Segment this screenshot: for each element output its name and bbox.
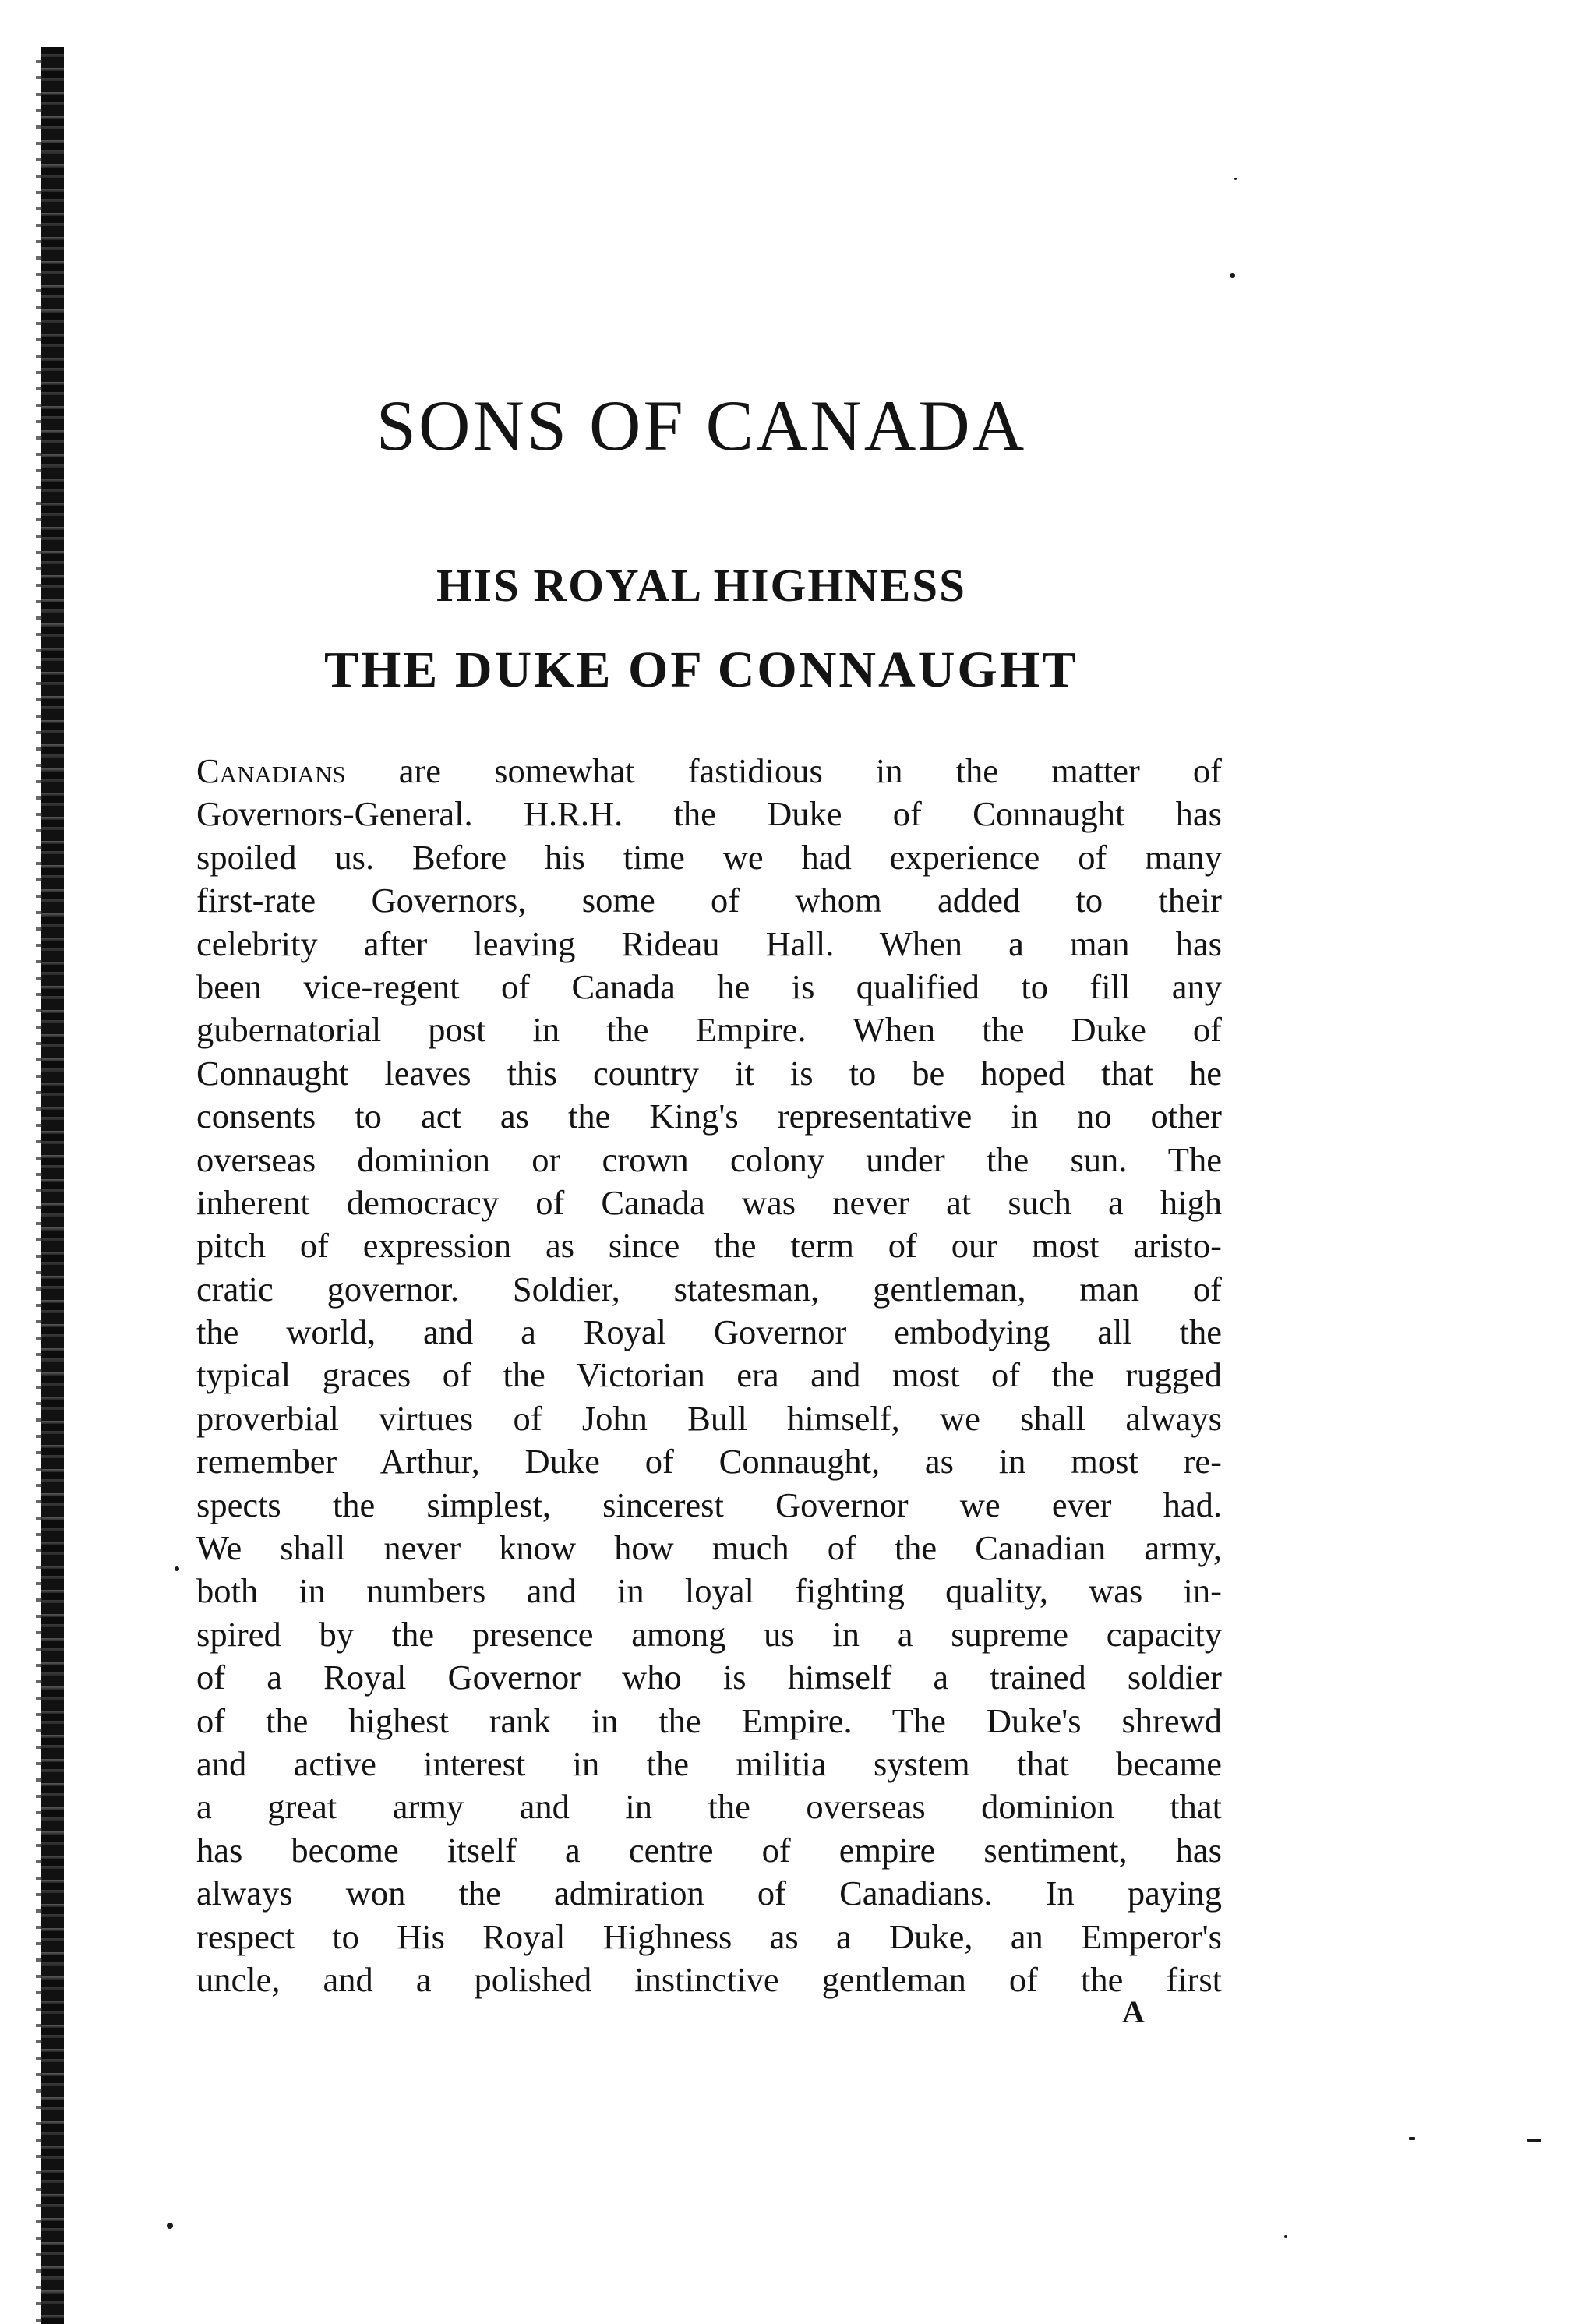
chapter-subtitle-line2: THE DUKE OF CONNAUGHT	[323, 641, 1079, 698]
body-line: been vice-regent of Canada he is qualified to fill any	[196, 966, 1222, 1006]
body-line: overseas dominion or crown colony under the sun. The	[196, 1139, 1222, 1179]
body-line: the world, and a Royal Governor embodying all the	[196, 1312, 1222, 1352]
scan-speck	[1230, 273, 1235, 278]
body-line: uncle, and a polished instinctive gentleman of the first	[196, 1959, 1222, 1999]
body-line: cratic governor. Soldier, statesman, gentleman, man of	[196, 1269, 1222, 1309]
body-paragraph	[196, 750, 1222, 2001]
body-line: spired by the presence among us in a supreme capacity	[196, 1614, 1222, 1654]
body-line: respect to His Royal Highness as a Duke, an Emperor's	[196, 1916, 1222, 1956]
body-line: consents to act as the King's representative in no other	[196, 1097, 1222, 1136]
body-line: a great army and in the overseas dominion that	[196, 1787, 1222, 1827]
scan-speck	[1234, 178, 1237, 180]
body-line: We shall never know how much of the Canadian army,	[196, 1528, 1222, 1568]
scan-speck	[1527, 2139, 1541, 2142]
scan-speck	[167, 2223, 173, 2229]
body-line: always won the admiration of Canadians. In paying	[196, 1874, 1222, 1913]
body-line: inherent democracy of Canada was never at such a high	[196, 1182, 1222, 1222]
body-line: gubernatorial post in the Empire. When the Duke of	[196, 1010, 1222, 1050]
scan-speck	[1284, 2235, 1287, 2238]
page-title: SONS OF CANADA	[376, 386, 1027, 465]
body-line: typical graces of the Victorian era and most of the rugged	[196, 1355, 1222, 1395]
body-line: first-rate Governors, some of whom added to their	[196, 881, 1222, 920]
chapter-subtitle-line1: HIS ROYAL HIGHNESS	[436, 560, 966, 611]
body-line: proverbial virtues of John Bull himself, we shall always	[196, 1398, 1222, 1438]
body-line: Connaught leaves this country it is to be hoped that he	[196, 1053, 1222, 1093]
body-line: and active interest in the militia system that became	[196, 1743, 1222, 1783]
body-line: spects the simplest, sincerest Governor we ever had.	[196, 1485, 1222, 1524]
scanned-binding-edge	[41, 47, 64, 2324]
lead-word: Canadians	[196, 751, 346, 790]
body-line-text: are somewhat fastidious in the matter of	[345, 751, 1222, 790]
body-line	[196, 750, 1222, 793]
body-line: remember Arthur, Duke of Connaught, as in most re-	[196, 1442, 1222, 1482]
body-line: celebrity after leaving Rideau Hall. When a man has	[196, 924, 1222, 963]
scan-speck	[1409, 2137, 1415, 2140]
body-line: pitch of expression as since the term of our most aristo-	[196, 1226, 1222, 1266]
body-line: spoiled us. Before his time we had experience of many	[196, 837, 1222, 877]
body-line: Governors-General. H.R.H. the Duke of Connaught has	[196, 794, 1222, 834]
body-line: has become itself a centre of empire sentiment, has	[196, 1830, 1222, 1870]
scan-speck	[175, 1566, 179, 1571]
printer-signature-mark: A	[1122, 1994, 1145, 2029]
body-line: both in numbers and in loyal fighting quality, was in-	[196, 1571, 1222, 1611]
body-line: of a Royal Governor who is himself a trained soldier	[196, 1658, 1222, 1697]
body-line: of the highest rank in the Empire. The Duke's shrewd	[196, 1701, 1222, 1740]
